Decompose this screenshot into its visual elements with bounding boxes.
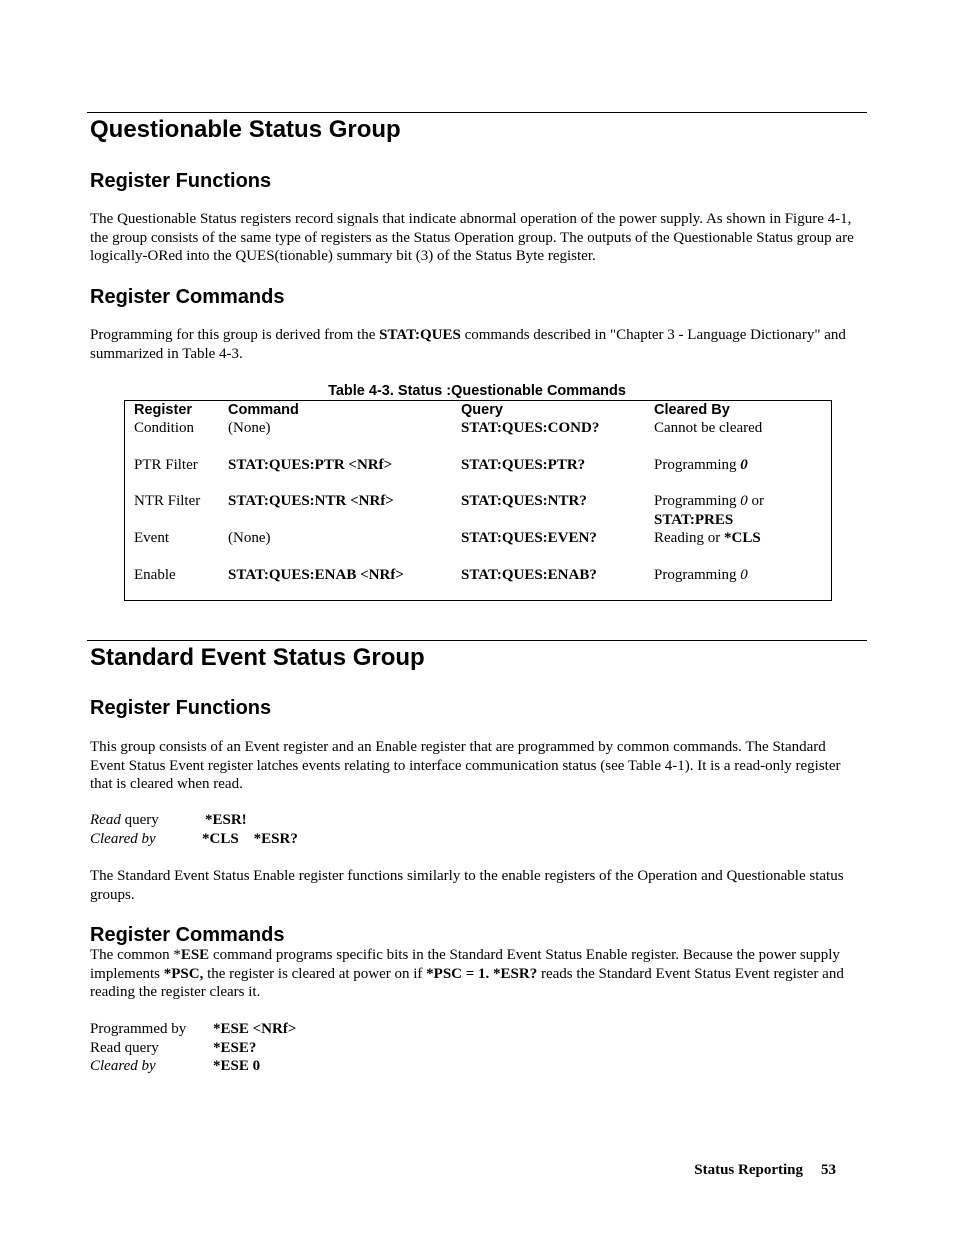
table-cell-register: Enable <box>134 567 176 583</box>
paragraph-standard-event-commands: The common *ESE command programs specific bits in the Standard Event Status Enable register. Because the power supply implements *PSC, the register is cleared at power on if *PSC = 1. *ESR? reads the Standard Event Status Event register and reading the register clears it. <box>90 947 844 1000</box>
heading-register-commands-1: Register Commands <box>90 286 285 308</box>
cleared-by2-label: Cleared by <box>90 1058 156 1074</box>
table-cell-command: STAT:QUES:NTR <NRf> <box>228 493 394 509</box>
table-cell-command: (None) <box>228 420 271 436</box>
table-cell-query: STAT:QUES:NTR? <box>461 493 587 509</box>
table-cell-register: Condition <box>134 420 195 436</box>
cleared-by2-value: *ESE 0 <box>213 1058 261 1074</box>
table-cell-cleared-by: Cannot be cleared <box>654 420 763 436</box>
section-title-standard-event: Standard Event Status Group <box>90 644 425 671</box>
heading-register-functions-1: Register Functions <box>90 170 272 192</box>
cleared-by-label: Cleared by <box>90 830 156 847</box>
table-cell-cleared-by: Programming 0 or STAT:PRES <box>654 493 764 528</box>
table-header-register: Register <box>134 402 193 418</box>
table-cell-cleared-by: Programming 0 <box>654 457 748 473</box>
table-cell-cleared-by: Programming 0 <box>654 567 748 583</box>
table-cell-register: Event <box>134 530 169 546</box>
read-query2-value: *ESE? <box>213 1039 257 1056</box>
section-rule-top <box>87 112 867 113</box>
footer-section-name: Status Reporting <box>694 1162 803 1178</box>
questionable-commands-table <box>124 400 832 601</box>
cleared-by-value: *CLS *ESR? <box>202 830 298 847</box>
paragraph-enable-register: The Standard Event Status Enable register functions similarly to the enable registers of the Operation and Questionable status groups. <box>90 868 844 903</box>
read-query-value: *ESR! <box>205 812 247 828</box>
table-cell-register: PTR Filter <box>134 457 198 473</box>
table-cell-query: STAT:QUES:ENAB? <box>461 567 597 583</box>
page-footer <box>694 1161 836 1179</box>
read-query2-label: Read query <box>90 1039 159 1056</box>
table-cell-query: STAT:QUES:PTR? <box>461 457 586 473</box>
table-caption: Table 4-3. Status :Questionable Commands <box>328 383 626 399</box>
read-query-label: Read query <box>90 812 159 828</box>
heading-register-commands-2: Register Commands <box>90 924 285 946</box>
page-number: 53 <box>821 1162 836 1178</box>
table-header-cleared-by: Cleared By <box>654 402 730 418</box>
paragraph-questionable-functions: The Questionable Status registers record signals that indicate abnormal operation of the power supply. As shown in Figure 4-1, the group consists of the same type of registers as the Status Operation group. The outputs of the Questionable Status group are logically-ORed into the QUES(tionable) summary bit (3) of the Status Byte register. <box>90 211 854 264</box>
heading-register-functions-2: Register Functions <box>90 697 272 719</box>
table-cell-command: STAT:QUES:ENAB <NRf> <box>228 567 404 583</box>
section-rule-middle <box>87 640 867 641</box>
paragraph-questionable-commands: Programming for this group is derived from the STAT:QUES commands described in "Chapter 3 - Language Dictionary" and summarized in Table 4-3. <box>90 327 846 362</box>
table-header-command: Command <box>228 402 299 418</box>
paragraph-standard-event-functions: This group consists of an Event register and an Enable register that are programmed by common commands. The Standard Event Status Event register latches events relating to interface communication status (see Table 4-1). It is a read-only register that is cleared when read. <box>90 739 841 792</box>
section-title-questionable: Questionable Status Group <box>90 116 401 143</box>
table-cell-cleared-by: Reading or *CLS <box>654 530 761 546</box>
table-cell-command: (None) <box>228 530 271 546</box>
table-cell-register: NTR Filter <box>134 493 201 509</box>
programmed-by-label: Programmed by <box>90 1021 187 1037</box>
table-cell-query: STAT:QUES:EVEN? <box>461 530 597 546</box>
table-header-query: Query <box>461 402 503 418</box>
table-cell-query: STAT:QUES:COND? <box>461 420 600 436</box>
programmed-by-value: *ESE <NRf> <box>213 1021 297 1037</box>
table-cell-command: STAT:QUES:PTR <NRf> <box>228 457 393 473</box>
